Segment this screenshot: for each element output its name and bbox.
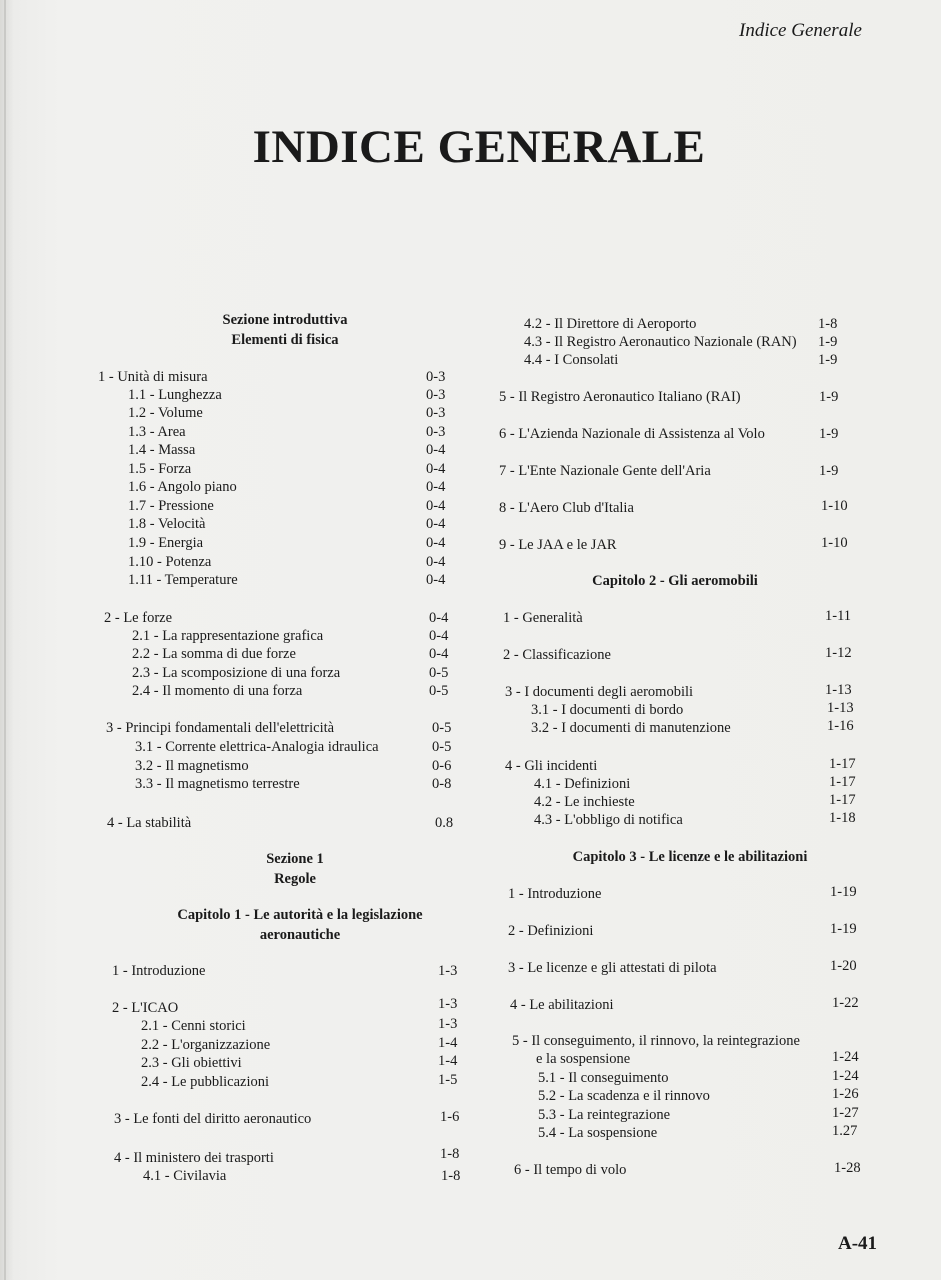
chapter1-title-continued: aeronautiche [259, 927, 341, 943]
section1-subtitle: Regole [274, 871, 316, 887]
chapter1-heading [140, 905, 460, 945]
page-number: A-41 [838, 1233, 878, 1254]
page-title: INDICE GENERALE [252, 121, 706, 173]
chapter1-title: Capitolo 1 - Le autorità e la legislazione [177, 907, 423, 923]
section1-heading [195, 849, 395, 889]
section-intro-heading [175, 310, 395, 350]
section-intro-subtitle: Elementi di fisica [231, 332, 339, 348]
section-intro-title: Sezione introduttiva [222, 312, 348, 328]
book-page: Indice Generale INDICE GENERALE Sezione introduttiva Elementi di fisica 1 - Unità di misura 0-3 1.1 - Lunghezza 0-3 1.2 - Volume 0-3 1.3 - Area 0-3 1.4 - Massa 0-4 1.5 - Forza 0-4 1.6 - Angolo piano 0-4 1.7 - Pressione 0-4 1.8 - Velocità 0-4 1.9 - Energia 0-4 1.10 - Potenza 0-4 1.11 - Temperature 0-4 2 - Le forze 0-4 2.1 - La rappresentazione grafica 0-4 2.2 - La somma di due forze 0-4 2.3 - La scomposizione di una forza 0-5 2.4 - Il momento di una forza 0-5 3 - Principi fondamentali dell'elettricità 0-5 3.1 - Corrente elettrica-Analogia idraulica 0-5 3.2 - Il magnetismo 0-6 3.3 - Il magnetismo terrestre 0-8 4 - La stabilità 0.8 Sezione 1 Regole Capitolo 1 - Le autorità e la legislazione aeronautiche 1 - Introduzione 1-3 2 - L'ICAO 1-3 2.1 - Cenni storici 1-3 2.2 - L'organizzazione 1-4 2.3 - Gli obiettivi 1-4 2.4 - Le pubblicazioni 1-5 3 - Le fonti del diritto aeronautico 1-6 4 - Il ministero dei trasporti 1-8 4.1 - Civilavia 1-8 4.2 - Il Direttore di Aeroporto 1-8 4.3 - Il Registro Aeronautico Nazionale (RAN) 1-9 4.4 - I Consolati 1-9 5 - Il Registro Aeronautico Italiano (RAI) 1-9 6 - L'Azienda Nazionale di Assistenza al Volo 1-9 7 - L'Ente Nazionale Gente dell'Aria 1-9 8 - L'Aero Club d'Italia 1-10 9 - Le JAA e le JAR 1-10 Capitolo 2 - Gli aeromobili 1 - Generalità 1-11 2 - Classificazione 1-12 3 - I documenti degli aeromobili 1-13 3.1 - I documenti di bordo 1-13 3.2 - I documenti di manutenzione 1-16 4 - Gli incidenti 1-17 4.1 - Definizioni 1-17 4.2 - Le inchieste 1-17 4.3 - L'obbligo di notifica 1-18 Capitolo 3 - Le licenze e le abilitazioni 1 - Introduzione 1-19 2 - Definizioni 1-19 3 - Le licenze e gli attestati di pilota 1-20 4 - Le abilitazioni 1-22 5 - Il conseguimento, il rinnovo, la reintegrazione e la sospensione 1-24 5.1 - Il conseguimento 1-24 5.2 - La scadenza e il rinnovo 1-26 5.3 - La reintegrazione 1-27 5.4 - La sospensione 1.27 6 - Il tempo di volo 1-28 A-41 [0, 0, 941, 1280]
running-header: Indice Generale [739, 20, 862, 41]
section1-title: Sezione 1 [266, 851, 324, 867]
chapter3-heading: Capitolo 3 - Le licenze e le abilitazioni [572, 849, 808, 865]
chapter2-heading: Capitolo 2 - Gli aeromobili [592, 573, 758, 589]
page-binding-shadow [4, 0, 6, 1280]
